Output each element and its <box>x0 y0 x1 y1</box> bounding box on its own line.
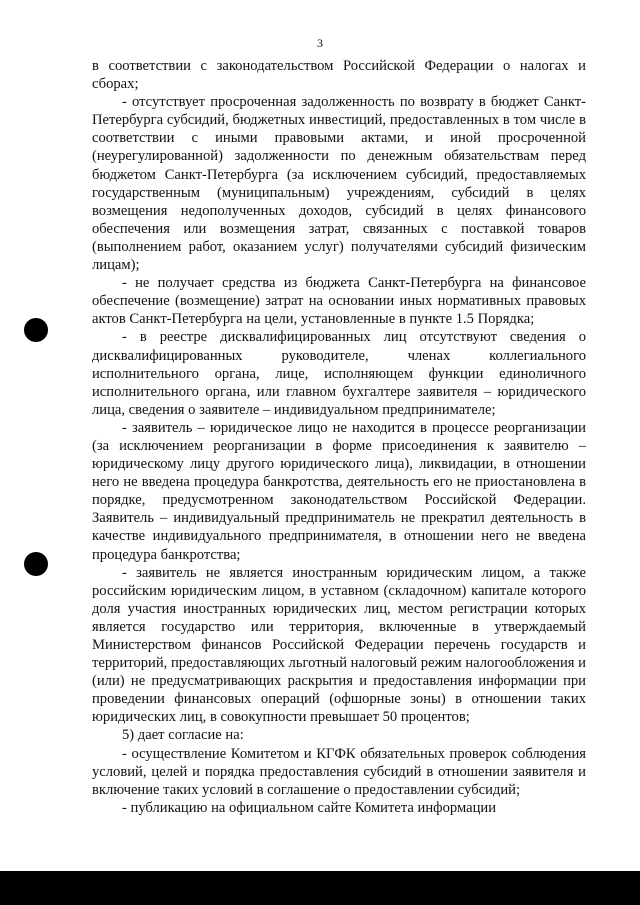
punch-hole-top <box>24 318 48 342</box>
punch-hole-bottom <box>24 552 48 576</box>
paragraph-consent-inspections: - осуществление Комитетом и КГФК обязательных проверок соблюдения условий, целей и порядка предоставления субсидий в отношении заявителя и включение таких условий в соглашение о предоставлении субсидий; <box>92 745 586 798</box>
paragraph-no-other-funding: - не получает средства из бюджета Санкт-Петербурга на финансовое обеспечение (возмещение) затрат на основании иных нормативных правовых актов Санкт-Петербурга на цели, установленные в пункте 1.5 Порядка; <box>92 275 586 328</box>
paragraph-disqualification-registry: - в реестре дисквалифицированных лиц отсутствуют сведения о дисквалифицированных руководителе, членах коллегиального исполнительного органа, лице, исполняющем функции единоличного исполнительного органа, или главном бухгалтере заявителя – юридического лица, сведения о заявителе – индивидуальном предпринимателе; <box>92 329 586 418</box>
page-number: 3 <box>317 36 323 50</box>
paragraph-tax-compliance: в соответствии с законодательством Российской Федерации о налогах и сборах; <box>92 58 586 93</box>
scan-bottom-band <box>0 871 640 905</box>
paragraph-not-foreign-entity: - заявитель не является иностранным юридическим лицом, а также российским юридическим лицом, в уставном (складочном) капитале которого доля участия иностранных юридических лиц, местом регистрации которых является государство или территория, включенные в утверждаемый Министерством финансов Российской Федерации перечень государств и территорий, предоставляющих льготный налоговый режим налогообложения и (или) не предусматривающих раскрытия и предоставления информации при проведении финансовых операций (офшорные зоны) в отношении таких юридических лиц, в совокупности превышает 50 процентов; <box>92 564 586 726</box>
paragraph-consent-heading: 5) дает согласие на: <box>122 727 244 744</box>
document-body <box>92 57 586 817</box>
paragraph-no-overdue-debt: - отсутствует просроченная задолженность по возврату в бюджет Санкт-Петербурга субсидий, бюджетных инвестиций, предоставленных в том числе в соответствии с иными правовыми актами, и иной просроченной (неурегулированной) задолженности по денежным обязательствам перед бюджетом Санкт-Петербурга (за исключением субсидий, предоставляемых государственным (муниципальным) учреждениям, субсидий в целях возмещения недополученных доходов, субсидий в целях финансового обеспечения или возмещения затрат, связанных с поставкой товаров (выполнением работ, оказанием услуг) получателями субсидий физическим лицам); <box>92 94 586 274</box>
paragraph-no-reorganization: - заявитель – юридическое лицо не находится в процессе реорганизации (за исключением реорганизации в форме присоединения к заявителю – юридическому лицу другого юридического лица), ликвидации, в отношении него не введена процедура банкротства, деятельность его не приостановлена в порядке, предусмотренном законодательством Российской Федерации. Заявитель – индивидуальный предприниматель не прекратил деятельность в качестве индивидуального предпринимателя, в отношении него не введена процедура банкротства; <box>92 419 586 563</box>
paragraph-consent-publication: - публикацию на официальном сайте Комитета информации <box>122 799 497 816</box>
